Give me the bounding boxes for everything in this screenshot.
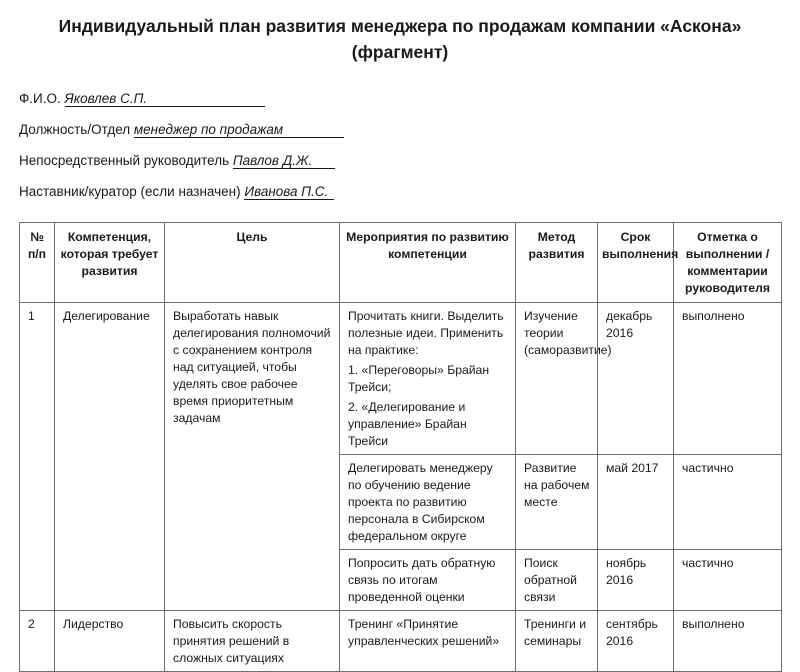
row-activity: Тренинг «Принятие управленческих решений» [340,611,516,672]
row-num: 1 [20,303,55,611]
row-deadline: май 2017 [598,455,674,550]
field-position-label: Должность/Отдел [19,122,131,137]
table-row [20,611,782,672]
row-activity: Попросить дать обратную связь по итогам проведенной оценки [340,550,516,611]
field-position-value: менеджер по продажам [134,123,344,138]
row-status: частично [674,550,782,611]
field-mentor [19,183,334,201]
title-line-1: Индивидуальный план развития менеджера по продажам компании «Аскона» [58,16,742,36]
field-mentor-value: Иванова П.С. [244,185,334,200]
row-method: Поиск обратной связи [516,550,598,611]
field-manager [19,152,335,170]
field-manager-value: Павлов Д.Ж. [233,154,335,169]
header-activities: Мероприятия по развитию компетенции [340,223,516,303]
activity-line: 1. «Переговоры» Брайан Трейси; [348,363,490,394]
row-activity: Делегировать менеджеру по обучению ведение проекта по развитию персонала в Сибирском федеральном округе [340,455,516,550]
field-fio-label: Ф.И.О. [19,91,61,106]
row-activity [340,303,516,455]
row-goal: Повысить скорость принятия решений в сложных ситуациях [165,611,340,672]
table-header-row [20,223,782,303]
row-status: выполнено [674,611,782,672]
header-num: № п/п [20,223,55,303]
field-fio [19,90,265,108]
header-status: Отметка о выполнении / комментарии руководителя [674,223,782,303]
row-method: Развитие на рабочем месте [516,455,598,550]
header-goal: Цель [165,223,340,303]
row-method: Тренинги и семинары [516,611,598,672]
document-title [0,13,800,65]
field-mentor-label: Наставник/куратор (если назначен) [19,184,241,199]
activity-line: 2. «Делегирование и управление» Брайан Трейси [348,400,467,448]
row-deadline: декабрь 2016 [598,303,674,455]
row-deadline: ноябрь 2016 [598,550,674,611]
row-competence: Лидерство [55,611,165,672]
row-deadline: сентябрь 2016 [598,611,674,672]
row-goal: Выработать навык делегирования полномочий с сохранением контроля над ситуацией, чтобы уделять свое рабочее время приоритетным задачам [165,303,340,611]
row-num: 2 [20,611,55,672]
row-status: выполнено [674,303,782,455]
development-plan-table [19,222,782,672]
row-competence: Делегирование [55,303,165,611]
header-competence: Компетенция, которая требует развития [55,223,165,303]
activity-line: Прочитать книги. Выделить полезные идеи. Применить на практике: [348,309,504,357]
row-method: Изучение теории (саморазвитие) [516,303,598,455]
field-position [19,121,344,139]
row-status: частично [674,455,782,550]
header-method: Метод развития [516,223,598,303]
field-fio-value: Яковлев С.П. [65,92,265,107]
field-manager-label: Непосредственный руководитель [19,153,230,168]
header-deadline: Срок выполнения [598,223,674,303]
table-row [20,303,782,455]
title-line-2: (фрагмент) [351,42,449,62]
